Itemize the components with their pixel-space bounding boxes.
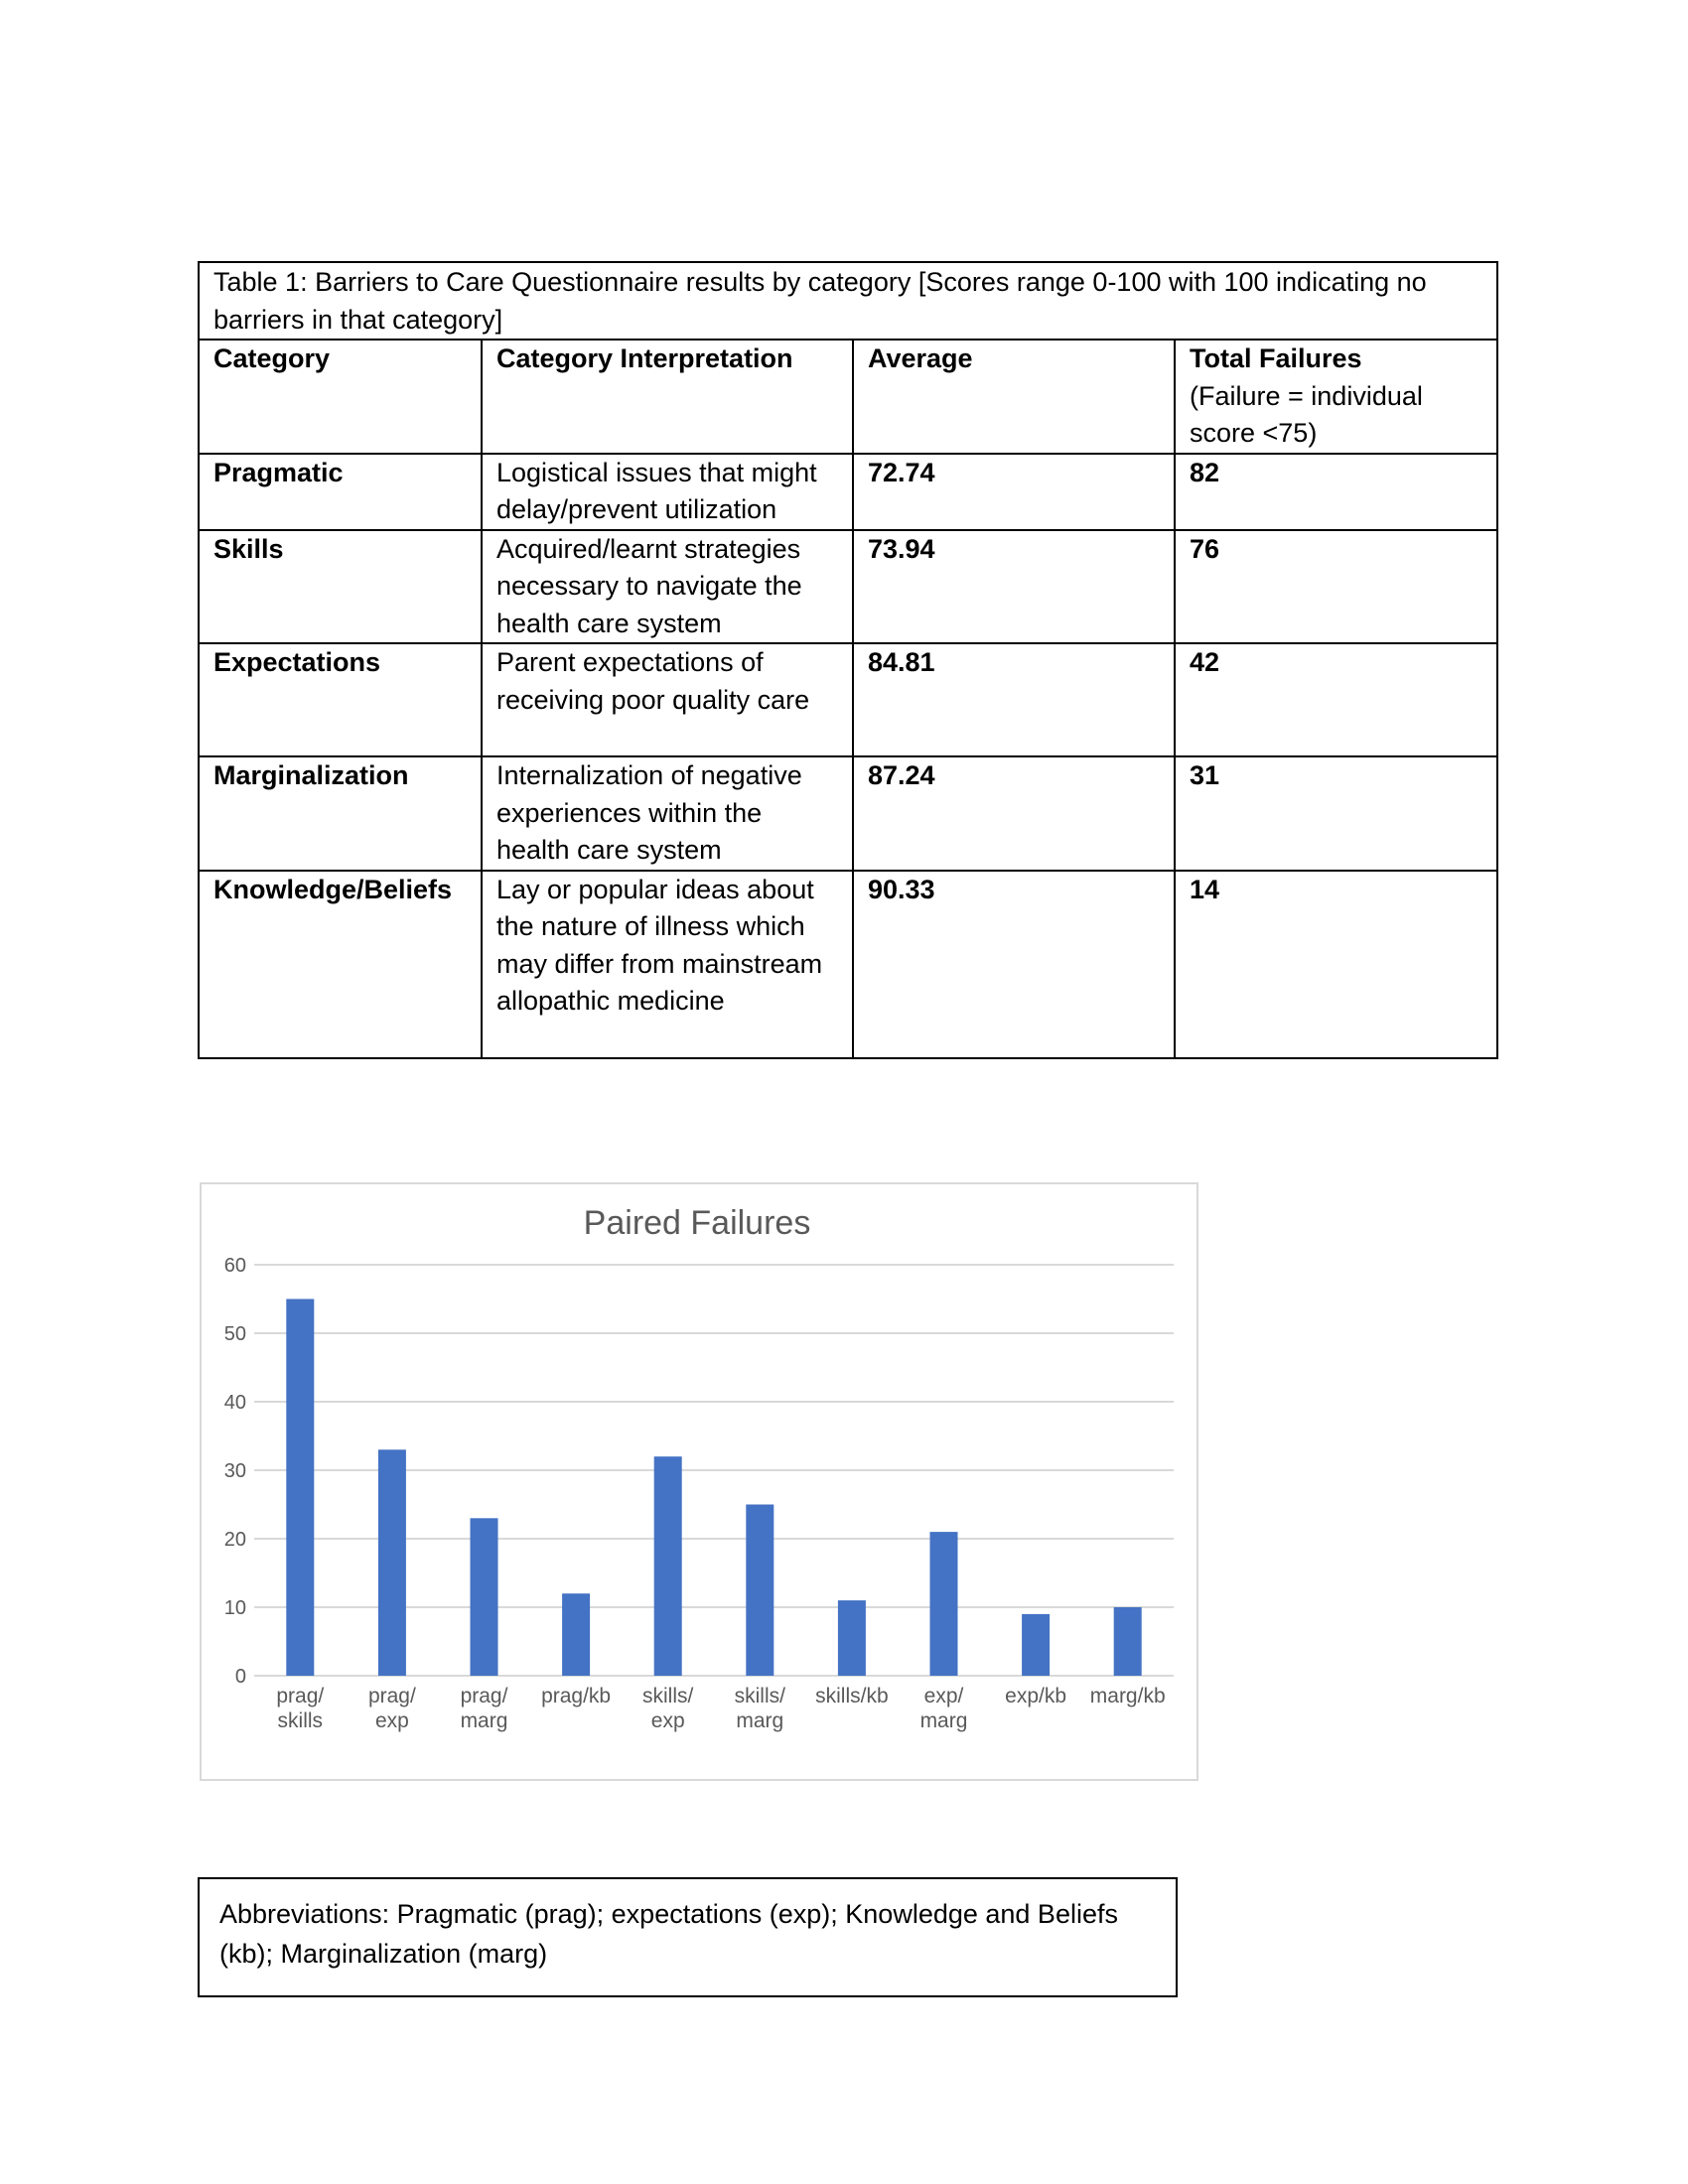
x-tick-label: prag/kb (541, 1685, 612, 1707)
bar (378, 1449, 406, 1676)
row-interpretation: Parent expectations of receiving poor quality care (482, 643, 853, 756)
row-interpretation: Lay or popular ideas about the nature of illness which may differ from mainstream allopathic medicine (482, 871, 853, 1058)
x-tick-label: skills/ (642, 1685, 694, 1707)
x-tick-label: skills/ (734, 1685, 785, 1707)
x-tick-label: marg (460, 1709, 508, 1732)
x-tick-label: exp/ (923, 1685, 964, 1707)
table-row (199, 643, 1497, 756)
x-tick-label: skills (277, 1709, 324, 1732)
bar (746, 1505, 774, 1677)
bar (654, 1456, 682, 1676)
bar (471, 1518, 498, 1676)
x-tick-label: exp (650, 1709, 685, 1732)
y-tick-label: 30 (223, 1460, 246, 1482)
x-tick-label: marg (919, 1709, 968, 1732)
x-tick-label: prag/ (367, 1685, 416, 1707)
header-category: Category (199, 340, 482, 454)
x-tick-label: prag/ (276, 1685, 325, 1707)
row-failures: 82 (1175, 454, 1497, 530)
row-average: 73.94 (853, 530, 1175, 644)
bar (930, 1532, 958, 1676)
x-tick-label: exp (374, 1709, 409, 1732)
x-tick-label: prag/ (460, 1685, 508, 1707)
row-interpretation: Logistical issues that might delay/prevent utilization (482, 454, 853, 530)
row-failures: 31 (1175, 756, 1497, 871)
table-caption-row (199, 262, 1497, 340)
row-category: Expectations (199, 643, 482, 756)
row-failures: 42 (1175, 643, 1497, 756)
table-row (199, 530, 1497, 644)
header-average: Average (853, 340, 1175, 454)
row-interpretation: Acquired/learnt strategies necessary to navigate the health care system (482, 530, 853, 644)
table-row (199, 454, 1497, 530)
barriers-table (198, 261, 1498, 1059)
bar (1022, 1614, 1050, 1676)
y-tick-label: 50 (223, 1323, 246, 1345)
table-caption: Table 1: Barriers to Care Questionnaire results by category [Scores range 0-100 with 100 indicating no barriers in that category] (199, 262, 1497, 340)
header-failures-note: (Failure = individual score <75) (1190, 380, 1423, 448)
row-category: Pragmatic (199, 454, 482, 530)
y-tick-label: 40 (223, 1392, 246, 1414)
row-category: Knowledge/Beliefs (199, 871, 482, 1058)
row-failures: 14 (1175, 871, 1497, 1058)
header-total-failures (1175, 340, 1497, 454)
bar (838, 1600, 866, 1676)
y-tick-label: 0 (234, 1666, 246, 1688)
bar (1114, 1607, 1142, 1676)
chart-canvas (202, 1184, 1196, 1779)
y-tick-label: 20 (223, 1529, 246, 1551)
table-row (199, 756, 1497, 871)
row-failures: 76 (1175, 530, 1497, 644)
header-interpretation: Category Interpretation (482, 340, 853, 454)
x-tick-label: marg (736, 1709, 784, 1732)
bar (286, 1299, 314, 1677)
chart-title: Paired Failures (583, 1204, 811, 1242)
header-failures-title: Total Failures (1190, 343, 1362, 373)
row-average: 90.33 (853, 871, 1175, 1058)
x-tick-label: marg/kb (1089, 1685, 1166, 1707)
abbreviations-box: Abbreviations: Pragmatic (prag); expectations (exp); Knowledge and Beliefs (kb); Marginalization (marg) (198, 1877, 1178, 1997)
row-category: Marginalization (199, 756, 482, 871)
y-tick-label: 10 (223, 1597, 246, 1619)
row-category: Skills (199, 530, 482, 644)
x-tick-label: skills/kb (815, 1685, 889, 1707)
paired-failures-chart (200, 1182, 1198, 1781)
row-interpretation: Internalization of negative experiences within the health care system (482, 756, 853, 871)
table-header-row (199, 340, 1497, 454)
y-tick-label: 60 (223, 1255, 246, 1277)
row-average: 87.24 (853, 756, 1175, 871)
row-average: 72.74 (853, 454, 1175, 530)
bar (562, 1593, 590, 1676)
x-tick-label: exp/kb (1005, 1685, 1067, 1707)
table-row (199, 871, 1497, 1058)
row-average: 84.81 (853, 643, 1175, 756)
